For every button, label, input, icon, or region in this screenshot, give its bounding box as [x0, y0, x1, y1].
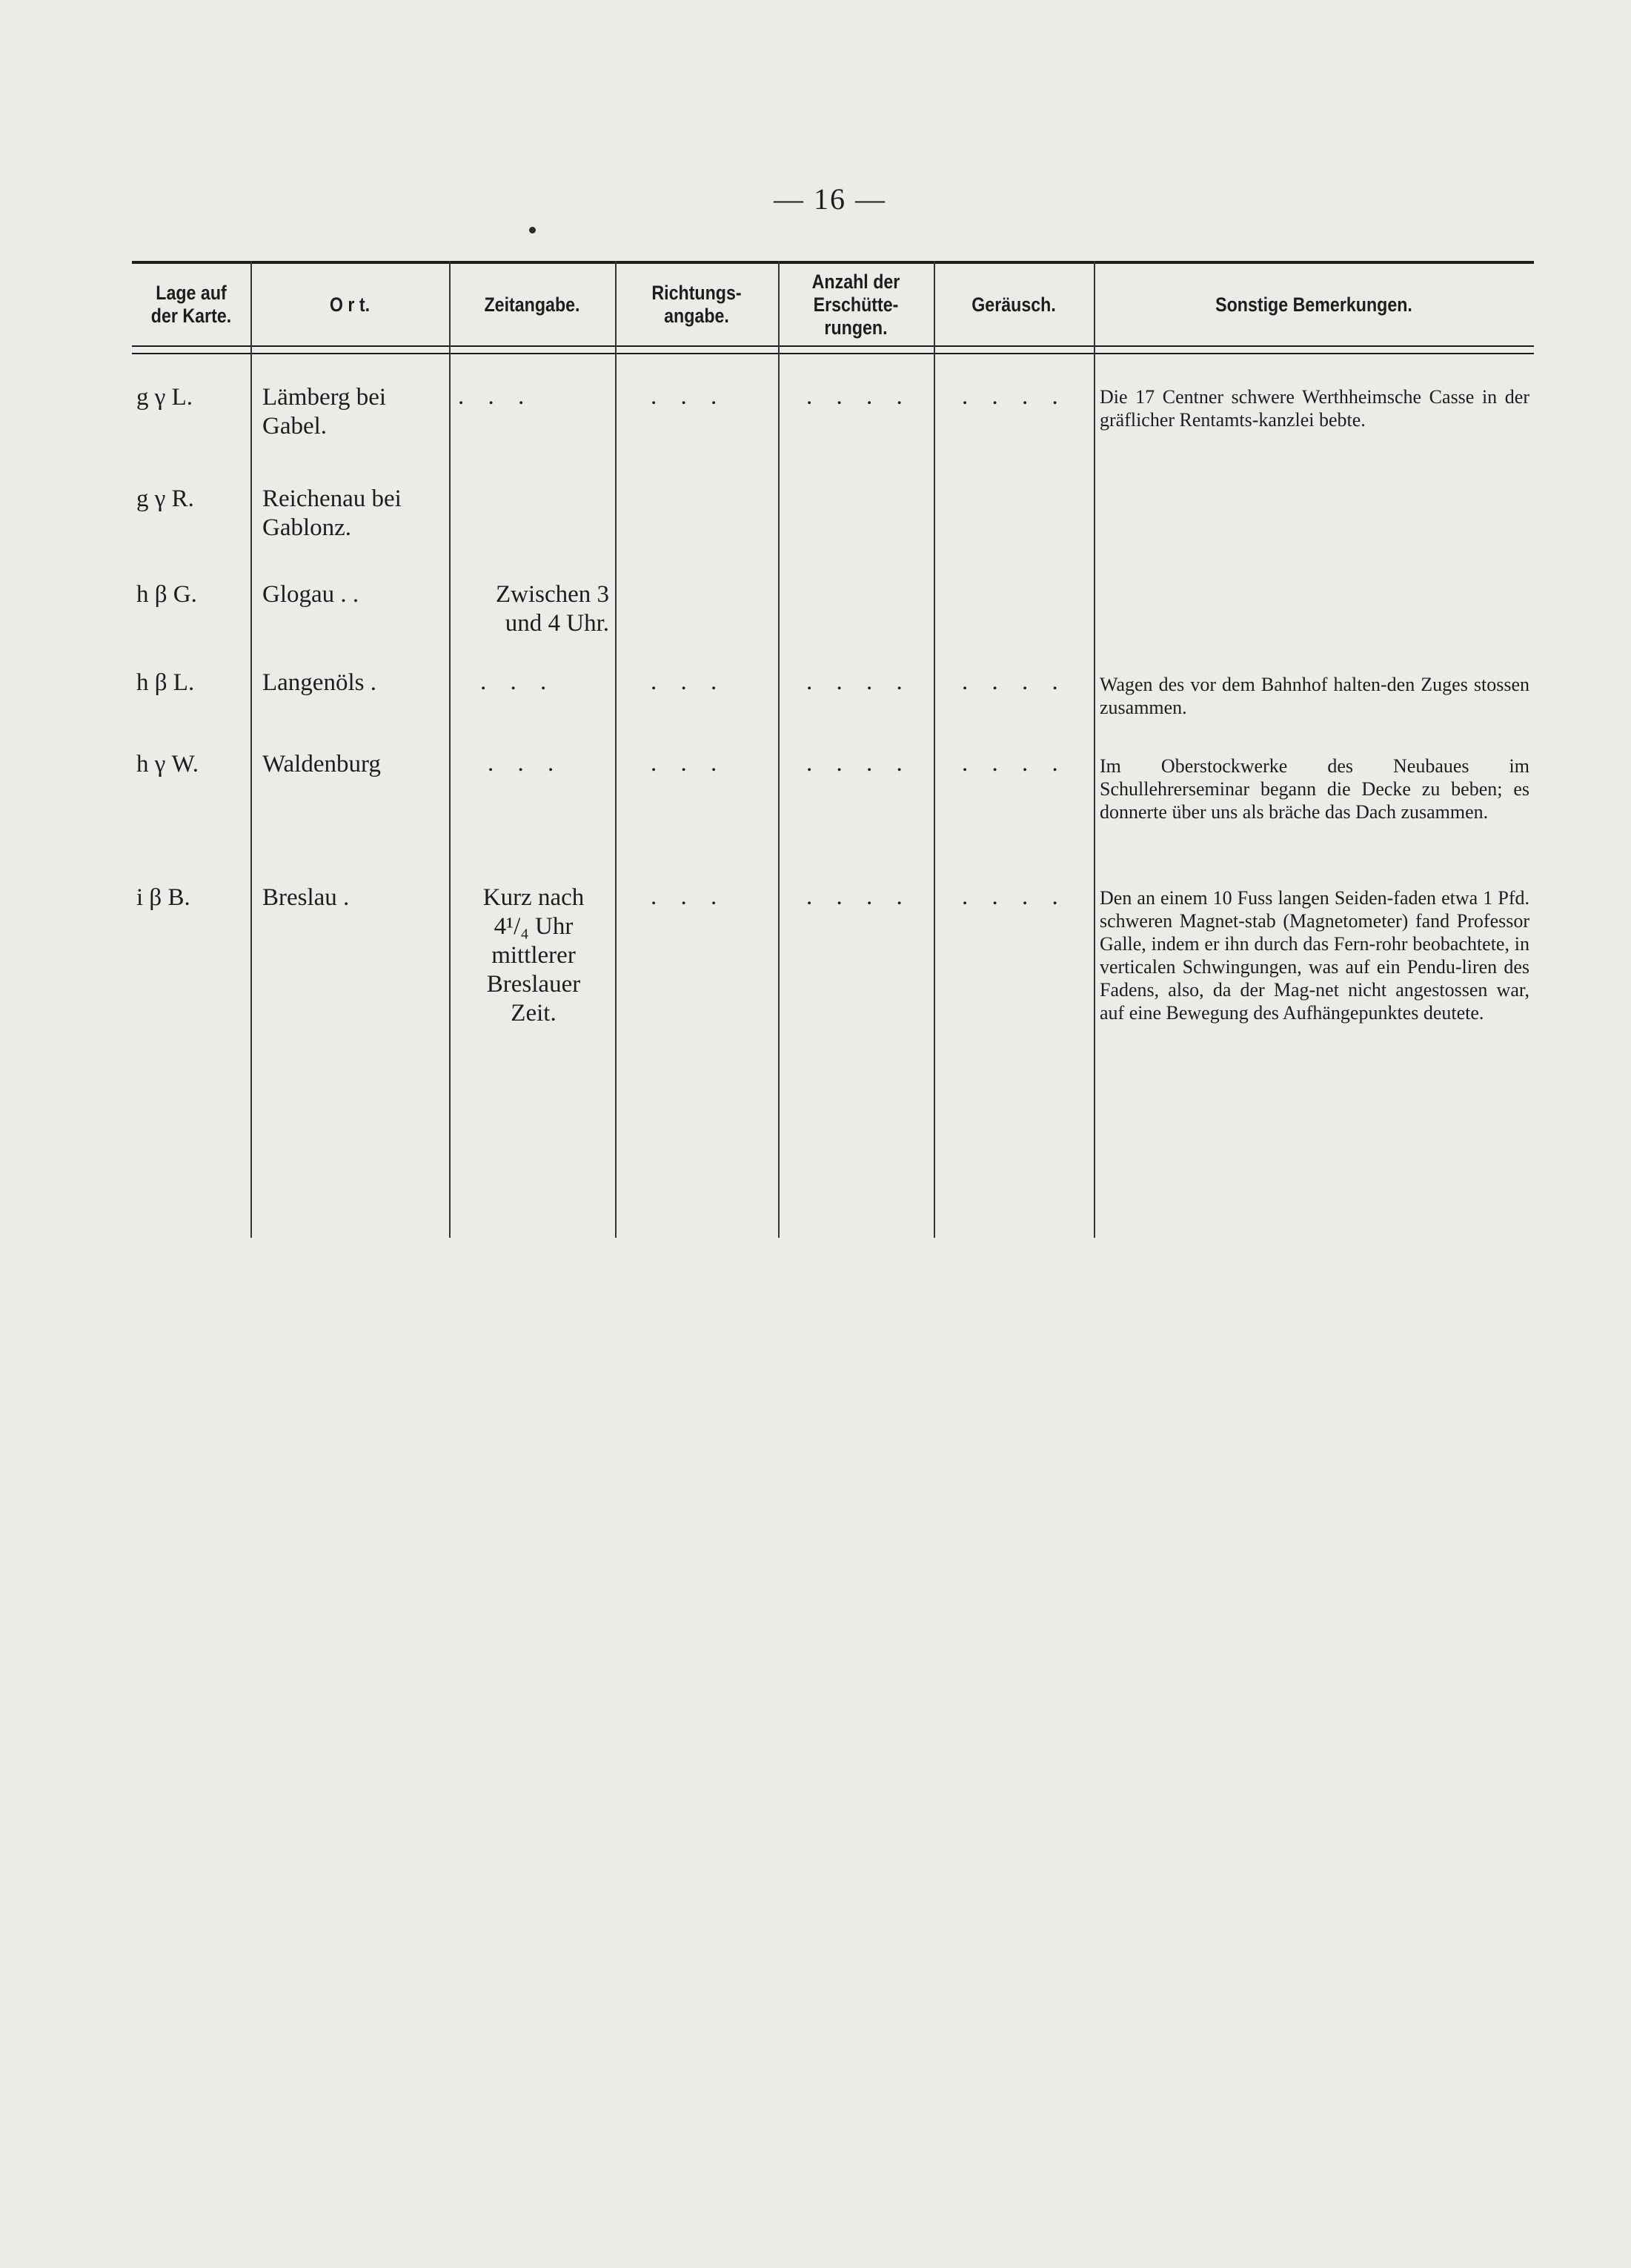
header-ort: O r t. — [329, 293, 371, 316]
earthquake-table — [132, 261, 1534, 1238]
row-ort: Glogau . . — [262, 581, 359, 608]
header-rule-double — [132, 353, 1534, 354]
column-divider — [1094, 261, 1095, 1238]
row-lage: g γ L. — [136, 384, 193, 411]
row-bemerkung: Den an einem 10 Fuss langen Seiden-faden etwa 1 Pfd. schweren Magnet-stab (Magnetometer) fand Professor Galle, indem er ihn durch das Fern-rohr beobachtete, in verticalen Schwingungen, was auf ein Pendu-liren des Fadens, also, da der Mag-net nicht angestossen war, auf eine Bewegung des Aufhängepunktes deutete. — [1100, 887, 1529, 1024]
row-lage: h β L. — [136, 669, 195, 696]
row-richtung-dots: . . . — [651, 669, 726, 695]
row-zeitangabe: Zwischen 3 und 4 Uhr. — [495, 581, 609, 637]
row-lage: g γ R. — [136, 485, 194, 512]
row-richtung-dots: . . . — [651, 383, 726, 410]
header-anzahl-erschuetterungen: Anzahl der Erschütte- rungen. — [811, 270, 900, 339]
row-zeit-dots: . . . — [458, 383, 534, 410]
row-bemerkung: Im Oberstockwerke des Neubaues im Schullehrerseminar begann die Decke zu beben; es donnerte über uns als bräche das Dach zusammen. — [1100, 755, 1529, 823]
header-rule — [132, 345, 1534, 347]
row-bemerkung: Wagen des vor dem Bahnhof halten-den Zuges stossen zusammen. — [1100, 674, 1529, 718]
header-geraeusch: Geräusch. — [971, 293, 1056, 316]
row-lage: h β G. — [136, 581, 197, 608]
column-divider — [250, 261, 252, 1238]
row-ort: Langenöls . — [262, 669, 376, 696]
row-anzahl-dots: . . . . — [806, 383, 911, 410]
row-ort: Reichenau bei Gablonz. — [262, 485, 402, 541]
row-bemerkung: Die 17 Centner schwere Werthheimsche Casse in der gräflicher Rentamts-kanzlei bebte. — [1100, 386, 1529, 431]
row-anzahl-dots: . . . . — [806, 669, 911, 695]
header-richtungsangabe: Richtungs- angabe. — [651, 282, 742, 327]
row-richtung-dots: . . . — [651, 750, 726, 777]
row-geraeusch-dots: . . . . — [962, 383, 1067, 410]
row-ort: Breslau . — [262, 884, 350, 911]
row-ort: Lämberg bei Gabel. — [262, 384, 387, 440]
row-richtung-dots: . . . — [651, 883, 726, 910]
column-divider — [778, 261, 780, 1238]
ink-dot — [529, 227, 536, 233]
row-ort: Waldenburg — [262, 751, 381, 777]
row-lage: i β B. — [136, 884, 190, 911]
row-geraeusch-dots: . . . . — [962, 669, 1067, 695]
row-anzahl-dots: . . . . — [806, 883, 911, 910]
header-lage: Lage auf der Karte. — [150, 282, 232, 327]
header-zeitangabe: Zeitangabe. — [484, 293, 580, 316]
row-anzahl-dots: . . . . — [806, 750, 911, 777]
page-number: — 16 — — [774, 182, 886, 216]
row-geraeusch-dots: . . . . — [962, 750, 1067, 777]
table-top-rule — [132, 261, 1534, 264]
row-zeit-dots: . . . — [480, 669, 556, 695]
row-zeitangabe: Kurz nach 4¹/₄ Uhr mittlerer Breslauer Zeit. — [482, 884, 585, 1027]
row-lage: h γ W. — [136, 751, 199, 777]
column-divider — [449, 261, 451, 1238]
column-divider — [615, 261, 617, 1238]
row-zeit-dots: . . . — [488, 750, 563, 777]
column-divider — [934, 261, 935, 1238]
header-bemerkungen: Sonstige Bemerkungen. — [1215, 293, 1412, 316]
row-geraeusch-dots: . . . . — [962, 883, 1067, 910]
